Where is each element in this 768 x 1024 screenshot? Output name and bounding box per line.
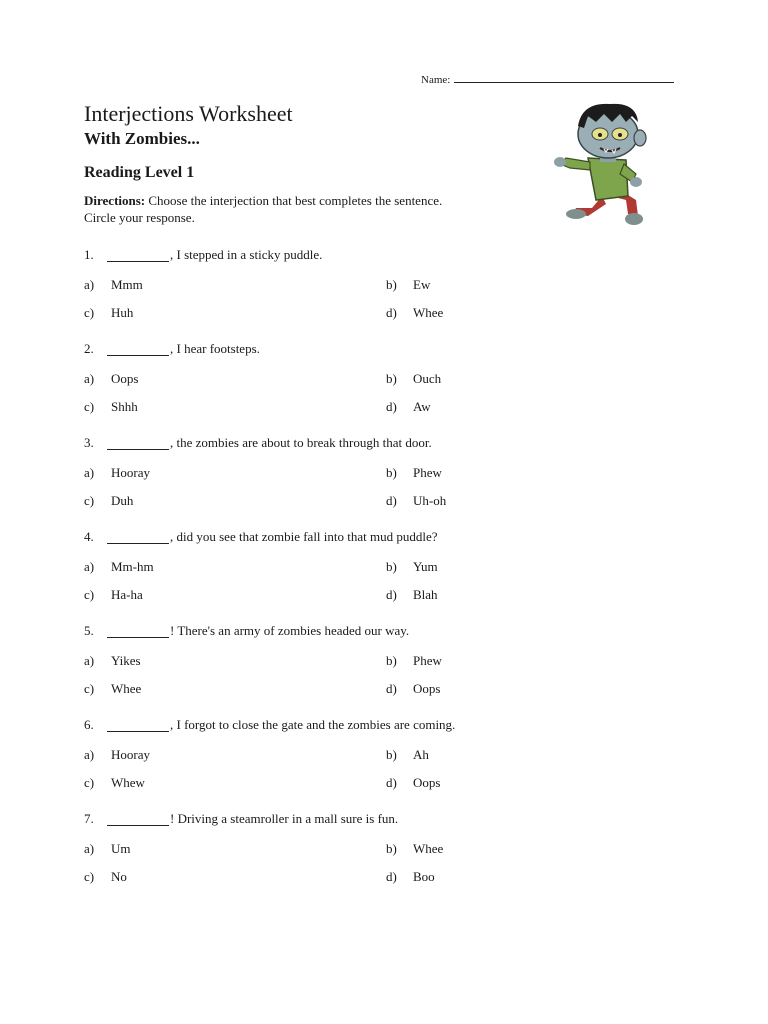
option-text: Blah: [413, 587, 438, 602]
question-stem: [84, 340, 684, 358]
question-item: [84, 716, 684, 794]
option-text: Ah: [413, 747, 429, 762]
answer-option-a[interactable]: [84, 840, 131, 858]
answer-blank[interactable]: [107, 531, 169, 544]
answer-option-c[interactable]: [84, 586, 143, 604]
answer-options: [84, 734, 684, 794]
option-text: Whee: [111, 681, 142, 696]
question-stem: [84, 716, 684, 734]
question-stem: [84, 434, 684, 452]
reading-level-heading: Reading Level 1: [84, 164, 195, 181]
option-text: Whee: [413, 841, 444, 856]
question-item: [84, 434, 684, 512]
option-text: Whew: [111, 775, 145, 790]
name-blank-line[interactable]: [454, 70, 674, 83]
option-letter: d): [386, 681, 397, 696]
option-letter: d): [386, 869, 397, 884]
option-text: Duh: [111, 493, 134, 508]
option-text: Whee: [413, 305, 444, 320]
question-text: , the zombies are about to break through that door.: [170, 435, 432, 450]
question-item: [84, 246, 684, 324]
answer-options: [84, 828, 684, 888]
question-number: 3.: [84, 435, 94, 450]
answer-option-a[interactable]: [84, 464, 150, 482]
option-text: Hooray: [111, 465, 150, 480]
answer-option-b[interactable]: [386, 558, 438, 576]
option-letter: a): [84, 841, 95, 856]
answer-option-d[interactable]: [386, 492, 446, 510]
option-text: Hooray: [111, 747, 150, 762]
option-letter: c): [84, 399, 95, 414]
question-number: 5.: [84, 623, 94, 638]
option-text: Oops: [413, 681, 441, 696]
answer-blank[interactable]: [107, 813, 169, 826]
option-text: Phew: [413, 653, 442, 668]
answer-blank[interactable]: [107, 719, 169, 732]
option-letter: b): [386, 747, 397, 762]
answer-option-d[interactable]: [386, 304, 443, 322]
name-field[interactable]: [421, 70, 674, 86]
option-text: Mmm: [111, 277, 143, 292]
option-letter: c): [84, 775, 95, 790]
question-number: 4.: [84, 529, 94, 544]
answer-option-b[interactable]: [386, 746, 429, 764]
answer-option-c[interactable]: [84, 398, 138, 416]
worksheet-subtitle: With Zombies...: [84, 129, 200, 148]
option-text: Uh-oh: [413, 493, 447, 508]
option-text: Ha-ha: [111, 587, 143, 602]
directions: [84, 192, 514, 226]
option-letter: d): [386, 775, 397, 790]
name-label: Name:: [421, 74, 451, 86]
directions-label: Directions:: [84, 193, 146, 208]
answer-option-d[interactable]: [386, 398, 431, 416]
option-letter: c): [84, 681, 95, 696]
answer-option-a[interactable]: [84, 652, 141, 670]
option-letter: b): [386, 653, 397, 668]
option-text: Phew: [413, 465, 442, 480]
option-text: Shhh: [111, 399, 138, 414]
option-letter: a): [84, 653, 95, 668]
option-text: Yikes: [111, 653, 141, 668]
answer-options: [84, 358, 684, 418]
answer-option-a[interactable]: [84, 370, 138, 388]
answer-option-c[interactable]: [84, 680, 141, 698]
question-number: 2.: [84, 341, 94, 356]
answer-option-a[interactable]: [84, 558, 154, 576]
option-text: Ew: [413, 277, 431, 292]
answer-options: [84, 546, 684, 606]
answer-option-c[interactable]: [84, 492, 133, 510]
answer-options: [84, 452, 684, 512]
question-text: , I stepped in a sticky puddle.: [170, 247, 323, 262]
answer-options: [84, 264, 684, 324]
option-text: Um: [111, 841, 131, 856]
option-text: Mm-hm: [111, 559, 154, 574]
answer-blank[interactable]: [107, 437, 169, 450]
answer-option-d[interactable]: [386, 868, 435, 886]
question-item: [84, 622, 684, 700]
answer-option-b[interactable]: [386, 276, 430, 294]
directions-text: Choose the interjection that best completes the sentence.: [145, 193, 443, 208]
answer-option-d[interactable]: [386, 774, 440, 792]
option-text: Boo: [413, 869, 435, 884]
option-letter: d): [386, 305, 397, 320]
question-text: , did you see that zombie fall into that mud puddle?: [170, 529, 438, 544]
option-text: Huh: [111, 305, 134, 320]
answer-option-c[interactable]: [84, 304, 133, 322]
option-text: Oops: [413, 775, 441, 790]
option-text: Ouch: [413, 371, 442, 386]
question-item: [84, 528, 684, 606]
answer-option-d[interactable]: [386, 680, 440, 698]
answer-option-b[interactable]: [386, 652, 442, 670]
answer-option-b[interactable]: [386, 840, 443, 858]
question-stem: [84, 528, 684, 546]
option-letter: a): [84, 371, 95, 386]
option-text: Oops: [111, 371, 139, 386]
option-letter: b): [386, 841, 397, 856]
question-text: ! Driving a steamroller in a mall sure is fun.: [170, 811, 399, 826]
answer-blank[interactable]: [107, 343, 169, 356]
answer-option-b[interactable]: [386, 370, 441, 388]
option-text: No: [111, 869, 127, 884]
answer-blank[interactable]: [107, 249, 169, 262]
option-text: Yum: [413, 559, 438, 574]
option-letter: a): [84, 465, 95, 480]
option-text: Aw: [413, 399, 431, 414]
question-number: 7.: [84, 811, 94, 826]
option-letter: c): [84, 305, 95, 320]
answer-option-b[interactable]: [386, 464, 442, 482]
option-letter: b): [386, 371, 397, 386]
option-letter: b): [386, 277, 397, 292]
worksheet-title: Interjections Worksheet: [84, 101, 293, 126]
answer-option-d[interactable]: [386, 586, 438, 604]
question-number: 1.: [84, 247, 94, 262]
option-letter: c): [84, 587, 95, 602]
option-letter: d): [386, 399, 397, 414]
question-number: 6.: [84, 717, 94, 732]
answer-option-c[interactable]: [84, 868, 127, 886]
option-letter: d): [386, 493, 397, 508]
option-letter: a): [84, 747, 95, 762]
answer-option-a[interactable]: [84, 276, 143, 294]
question-stem: [84, 246, 684, 264]
answer-options: [84, 640, 684, 700]
question-item: [84, 810, 684, 888]
answer-option-c[interactable]: [84, 774, 145, 792]
option-letter: a): [84, 277, 95, 292]
question-stem: [84, 810, 684, 828]
answer-option-a[interactable]: [84, 746, 150, 764]
option-letter: a): [84, 559, 95, 574]
option-letter: b): [386, 559, 397, 574]
question-stem: [84, 622, 684, 640]
option-letter: b): [386, 465, 397, 480]
directions-text-2: Circle your response.: [84, 210, 195, 225]
question-text: ! There's an army of zombies headed our way.: [170, 623, 410, 638]
question-item: [84, 340, 684, 418]
option-letter: d): [386, 587, 397, 602]
question-text: , I hear footsteps.: [170, 341, 260, 356]
zombie-illustration: [540, 96, 670, 230]
question-text: , I forgot to close the gate and the zombies are coming.: [170, 717, 456, 732]
answer-blank[interactable]: [107, 625, 169, 638]
option-letter: c): [84, 493, 95, 508]
option-letter: c): [84, 869, 95, 884]
